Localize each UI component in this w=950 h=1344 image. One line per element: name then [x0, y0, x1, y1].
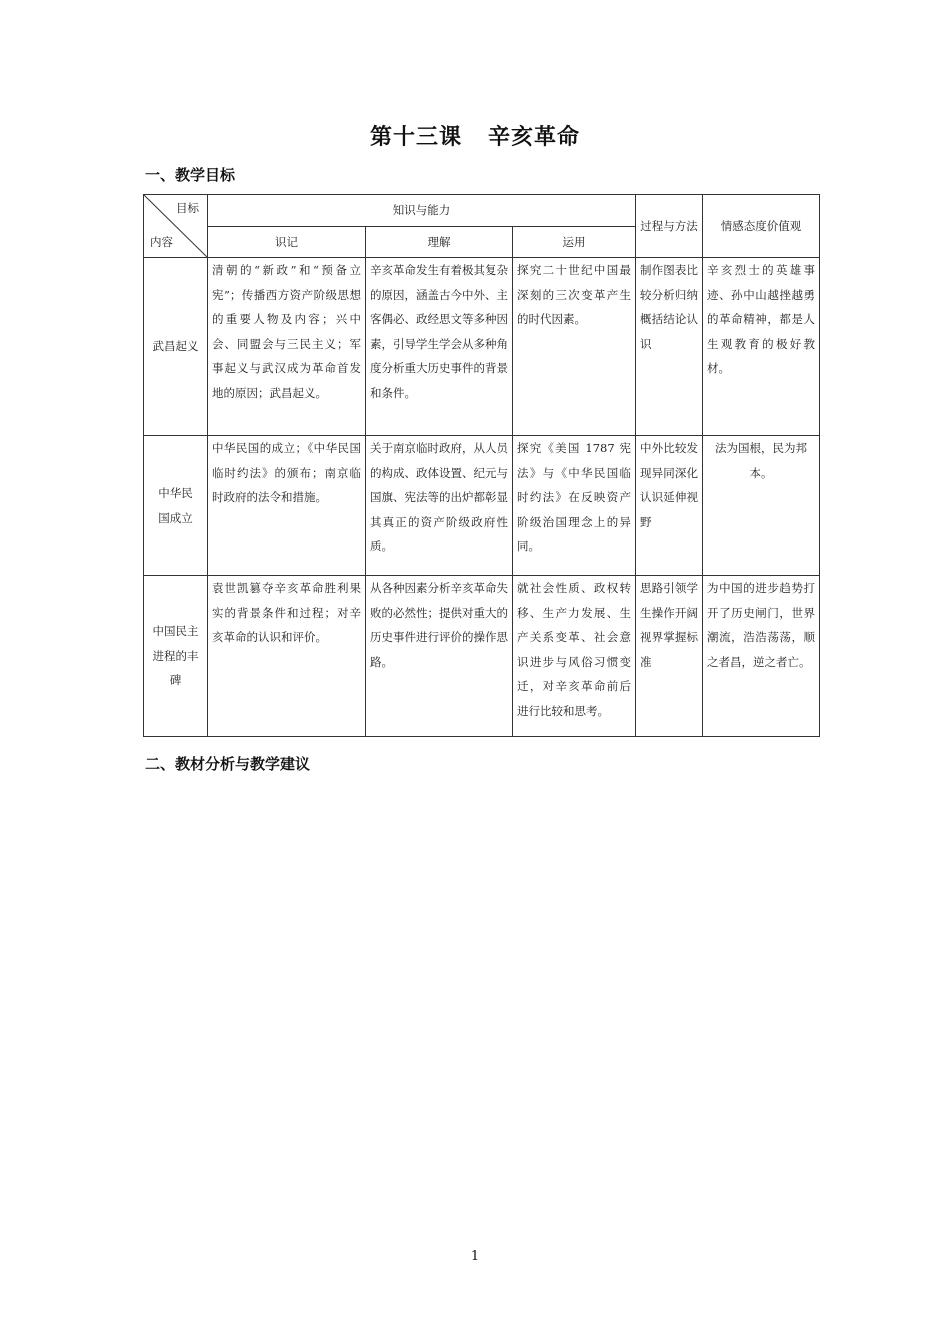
- lesson-name: 辛亥革命: [488, 124, 581, 150]
- section-heading-objectives: 一、教学目标: [145, 166, 236, 184]
- cell-apply: 探究二十世纪中国最深刻的三次变革产生的时代因素。: [513, 258, 636, 436]
- cell-attitude: 辛亥烈士的英雄事迹、孙中山越挫越勇的革命精神，都是人生观教育的极好教材。: [703, 258, 820, 436]
- cell-process: 中外比较发现异同深化认识延伸视野: [636, 436, 703, 576]
- cell-recall: 清朝的“新政”和“预备立宪”；传播西方资产阶级思想的重要人物及内容；兴中会、同盟会与三民主义；军事起义与武汉成为革命首发地的原因；武昌起义。: [208, 258, 366, 436]
- header-process-method: 过程与方法: [636, 195, 703, 258]
- cell-apply: 探究《美国 1787 宪法》与《中华民国临时约法》在反映资产阶级治国理念上的异同。: [513, 436, 636, 576]
- corner-label-goal: 目标: [176, 201, 199, 215]
- cell-understand: 从各种因素分析辛亥革命失败的必然性；提供对重大的历史事件进行评价的操作思路。: [366, 576, 513, 737]
- header-recall: 识记: [208, 227, 366, 258]
- header-knowledge-ability: 知识与能力: [208, 195, 636, 227]
- header-apply: 运用: [513, 227, 636, 258]
- section-heading-analysis: 二、教材分析与教学建议: [145, 755, 311, 773]
- table-row: [144, 576, 820, 737]
- table-corner-header: [144, 195, 208, 258]
- header-understand: 理解: [366, 227, 513, 258]
- cell-process: 思路引领学生操作开阔视界掌握标准: [636, 576, 703, 737]
- corner-label-content: 内容: [150, 235, 173, 249]
- row-head: 中国民主进程的丰碑: [144, 576, 208, 737]
- page-number: 1: [470, 1249, 480, 1264]
- cell-understand: 辛亥革命发生有着极其复杂的原因，涵盖古今中外、主客偶必、政经思文等多种因素，引导学生学会从多种角度分析重大历史事件的背景和条件。: [366, 258, 513, 436]
- cell-recall: 中华民国的成立；《中华民国临时约法》的颁布；南京临时政府的法令和措施。: [208, 436, 366, 576]
- cell-process: 制作图表比较分析归纳概括结论认识: [636, 258, 703, 436]
- cell-attitude: 法为国根，民为邦本。: [703, 436, 820, 576]
- table-row: [144, 436, 820, 576]
- row-head: 武昌起义: [144, 258, 208, 436]
- lesson-number: 第十三课: [369, 124, 462, 150]
- row-head: 中华民国成立: [144, 436, 208, 576]
- cell-attitude: 为中国的进步趋势打开了历史闸门，世界潮流，浩浩荡荡，顺之者昌，逆之者亡。: [703, 576, 820, 737]
- cell-recall: 袁世凯篡夺辛亥革命胜利果实的背景条件和过程；对辛亥革命的认识和评价。: [208, 576, 366, 737]
- page-title: [0, 120, 950, 151]
- objectives-table: [143, 194, 820, 737]
- table-row: [144, 258, 820, 436]
- header-attitude-values: 情感态度价值观: [703, 195, 820, 258]
- cell-understand: 关于南京临时政府，从人员的构成、政体设置、纪元与国旗、宪法等的出炉都彰显其真正的资产阶级政府性质。: [366, 436, 513, 576]
- cell-apply: 就社会性质、政权转移、生产力发展、生产关系变革、社会意识进步与风俗习惯变迁，对辛亥革命前后进行比较和思考。: [513, 576, 636, 737]
